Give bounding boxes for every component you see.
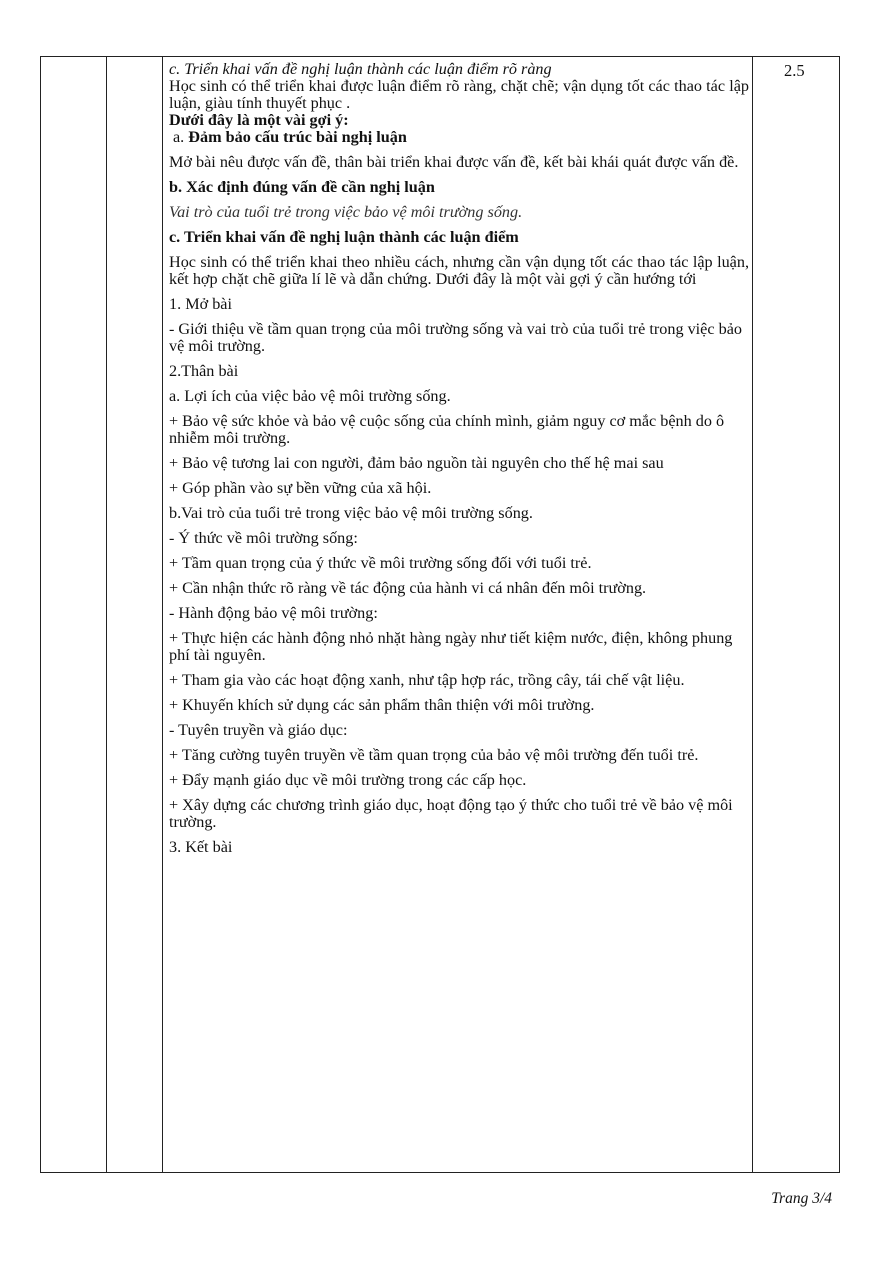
list-item: + Tăng cường tuyên truyền về tầm quan trọng của bảo vệ môi trường đến tuổi trẻ. xyxy=(169,746,699,764)
list-item: - Hành động bảo vệ môi trường: xyxy=(169,604,378,622)
list-item: - Tuyên truyền và giáo dục: xyxy=(169,721,348,739)
list-item: a. Lợi ích của việc bảo vệ môi trường sống. xyxy=(169,387,451,405)
part-a-prefix: a. xyxy=(173,128,189,146)
list-item: + Tầm quan trọng của ý thức về môi trường sống đối với tuổi trẻ. xyxy=(169,554,592,572)
part-a-heading-line xyxy=(169,129,749,146)
part-c-text: Học sinh có thể triển khai theo nhiều cách, nhưng cần vận dụng tốt các thao tác lập luận, kết hợp chặt chẽ giữa lí lẽ và dẫn chứng. Dưới đây là một vài gợi ý cần hướng tới xyxy=(169,253,749,288)
list-item: 1. Mở bài xyxy=(169,295,232,313)
column-divider-1 xyxy=(106,56,107,1173)
list-item: + Đẩy mạnh giáo dục về môi trường trong các cấp học. xyxy=(169,771,527,789)
list-item: + Bảo vệ sức khỏe và bảo vệ cuộc sống của chính mình, giảm nguy cơ mắc bệnh do ô nhiễm môi trường. xyxy=(169,412,725,447)
list-item: + Góp phần vào sự bền vững của xã hội. xyxy=(169,479,432,497)
column-divider-3 xyxy=(752,56,753,1173)
column-divider-2 xyxy=(162,56,163,1173)
part-b-text: Vai trò của tuổi trẻ trong việc bảo vệ môi trường sống. xyxy=(169,203,523,221)
list-item: + Xây dựng các chương trình giáo dục, hoạt động tạo ý thức cho tuổi trẻ về bảo vệ môi trường. xyxy=(169,796,733,831)
list-item: - Giới thiệu về tầm quan trọng của môi trường sống và vai trò của tuổi trẻ trong việc bảo vệ môi trường. xyxy=(169,320,742,355)
part-a-heading: Đảm bảo cấu trúc bài nghị luận xyxy=(188,128,407,146)
list-item: - Ý thức về môi trường sống: xyxy=(169,529,358,547)
answer-content xyxy=(169,61,749,856)
part-c-heading: c. Triển khai vấn đề nghị luận thành các luận điểm xyxy=(169,228,519,246)
score-cell: 2.5 xyxy=(784,61,805,80)
list-item: 2.Thân bài xyxy=(169,362,239,380)
part-b-heading: b. Xác định đúng vấn đề cần nghị luận xyxy=(169,178,435,196)
suggestion-heading: Dưới đây là một vài gợi ý: xyxy=(169,111,349,129)
list-item: + Tham gia vào các hoạt động xanh, như tập hợp rác, trồng cây, tái chế vật liệu. xyxy=(169,671,685,689)
intro-paragraph: Học sinh có thể triển khai được luận điểm rõ ràng, chặt chẽ; vận dụng tốt các thao tác lập luận, giàu tính thuyết phục . xyxy=(169,77,749,112)
list-item: + Bảo vệ tương lai con người, đảm bảo nguồn tài nguyên cho thế hệ mai sau xyxy=(169,454,664,472)
list-item: 3. Kết bài xyxy=(169,838,233,856)
list-item: + Cần nhận thức rõ ràng về tác động của hành vi cá nhân đến môi trường. xyxy=(169,579,647,597)
list-item: + Khuyến khích sử dụng các sản phẩm thân thiện với môi trường. xyxy=(169,696,595,714)
list-item: b.Vai trò của tuổi trẻ trong việc bảo vệ môi trường sống. xyxy=(169,504,533,522)
page-number: Trang 3/4 xyxy=(771,1190,832,1207)
list-item: + Thực hiện các hành động nhỏ nhặt hàng ngày như tiết kiệm nước, điện, không phung phí tài nguyên. xyxy=(169,629,733,664)
part-a-text: Mở bài nêu được vấn đề, thân bài triển khai được vấn đề, kết bài khái quát được vấn đề. xyxy=(169,153,739,171)
section-heading-italic: c. Triển khai vấn đề nghị luận thành các luận điểm rõ ràng xyxy=(169,60,552,78)
